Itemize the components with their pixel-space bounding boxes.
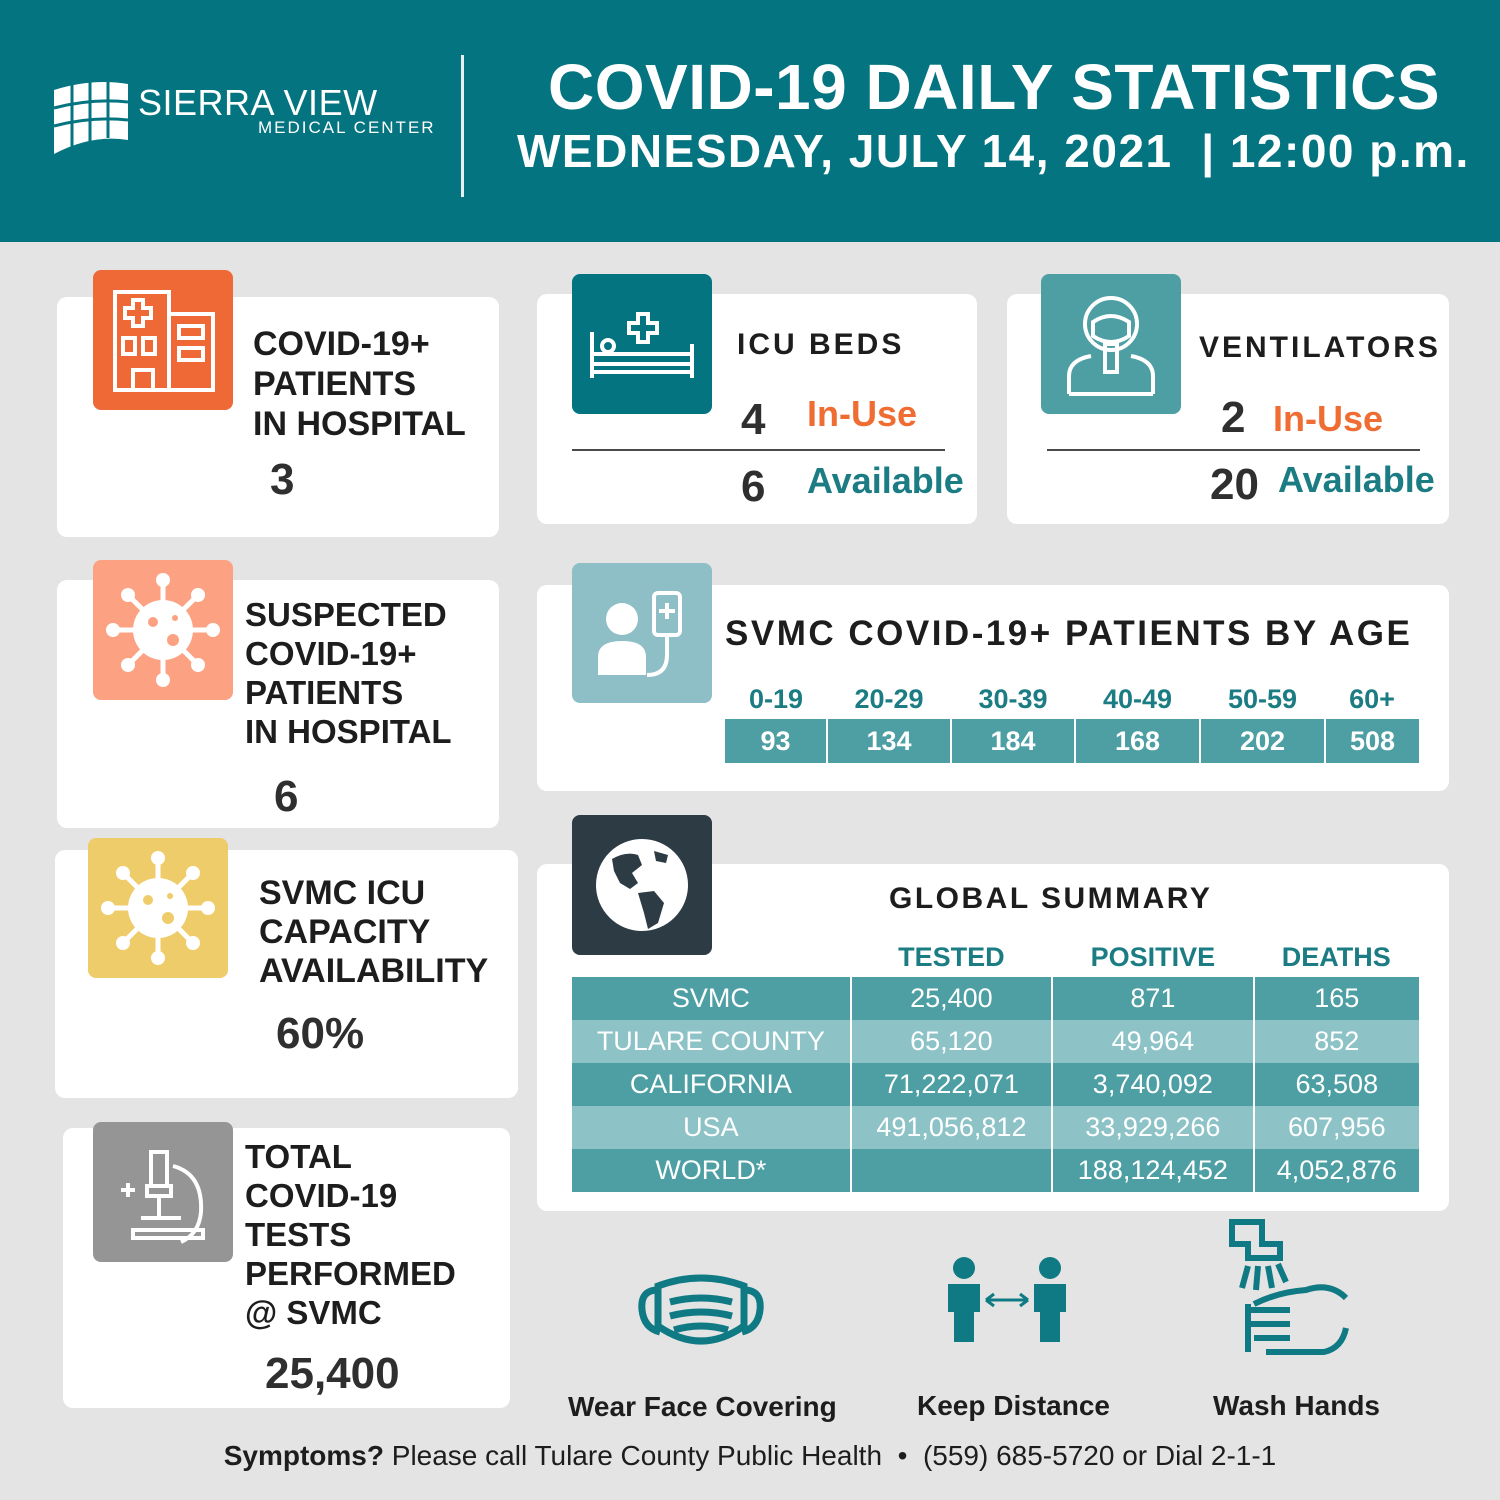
icu-beds-available-label: Available	[807, 460, 964, 501]
icu-capacity-label-3: AVAILABILITY	[259, 952, 489, 990]
age-value-row	[725, 719, 1419, 763]
hospital-patients-value: 3	[270, 455, 295, 504]
table-row	[572, 1149, 1419, 1192]
age-value: 134	[827, 719, 951, 763]
age-header: 40-49	[1102, 683, 1173, 714]
region-name: WORLD*	[572, 1149, 851, 1192]
tested-value	[851, 1149, 1052, 1192]
patients-by-age-table	[725, 679, 1419, 763]
age-value: 202	[1200, 719, 1325, 763]
footer-text: Please call Tulare County Public Health • (559) 685-5720 or Dial 2-1-1	[383, 1440, 1277, 1471]
deaths-value: 607,956	[1254, 1106, 1419, 1149]
face-mask-icon	[636, 1268, 766, 1358]
logo-subtitle: MEDICAL CENTER	[258, 118, 436, 137]
suspected-label-2: COVID-19+	[245, 635, 417, 672]
age-value: 168	[1075, 719, 1200, 763]
total-tests-label-3: TESTS	[245, 1216, 352, 1253]
keep-distance-label: Keep Distance	[917, 1390, 1110, 1421]
age-header-row	[725, 679, 1419, 719]
header-divider	[461, 55, 464, 197]
patient-iv-icon	[572, 563, 712, 703]
hospital-patients-label-1: COVID-19+	[253, 325, 430, 363]
age-header: 60+	[1349, 683, 1395, 714]
region-name: USA	[572, 1106, 851, 1149]
hospital-patients-label-3: IN HOSPITAL	[253, 405, 466, 443]
region-name: SVMC	[572, 977, 851, 1020]
virus-icon	[93, 560, 233, 700]
header-banner	[0, 0, 1500, 242]
global-header-row	[572, 937, 1419, 977]
positive-value: 871	[1052, 977, 1253, 1020]
positive-value: 49,964	[1052, 1020, 1253, 1063]
table-row	[572, 977, 1419, 1020]
age-header: 20-29	[854, 683, 924, 714]
ventilators-in-use-value: 2	[1221, 393, 1246, 442]
icu-beds-available-value: 6	[741, 462, 766, 511]
icu-capacity-value: 60%	[276, 1009, 365, 1058]
total-tests-label-1: TOTAL	[245, 1138, 352, 1175]
tested-value: 71,222,071	[851, 1063, 1052, 1106]
age-header: 0-19	[748, 683, 804, 714]
age-value: 184	[951, 719, 1075, 763]
total-tests-label-4: PERFORMED	[245, 1255, 456, 1292]
table-row	[572, 1063, 1419, 1106]
ventilators-available-value: 20	[1210, 460, 1259, 509]
virus-icon	[88, 838, 228, 978]
footer-symptoms	[0, 1440, 1500, 1472]
total-tests-label-5: @ SVMC	[245, 1294, 382, 1331]
hospital-bed-icon	[572, 274, 712, 414]
suspected-value: 6	[274, 772, 299, 821]
positive-header: POSITIVE	[1090, 941, 1216, 972]
deaths-value: 63,508	[1254, 1063, 1419, 1106]
suspected-label-1: SUSPECTED	[245, 596, 447, 633]
hospital-patients-label-2: PATIENTS	[253, 365, 417, 403]
ventilators-in-use-label: In-Use	[1273, 398, 1384, 439]
global-summary-title: GLOBAL SUMMARY	[889, 882, 1213, 915]
report-date: WEDNESDAY, JULY 14, 2021 | 12:00 p.m.	[517, 125, 1470, 177]
icu-beds-in-use-label: In-Use	[807, 393, 918, 434]
icu-beds-in-use-value: 4	[741, 395, 766, 444]
tested-value: 65,120	[851, 1020, 1052, 1063]
total-tests-value: 25,400	[265, 1349, 400, 1398]
distance-icon	[944, 1256, 1070, 1346]
deaths-header: DEATHS	[1281, 941, 1391, 972]
total-tests-label-2: COVID-19	[245, 1177, 398, 1214]
sierra-view-logo-icon	[52, 78, 132, 156]
footer-bold: Symptoms?	[223, 1440, 384, 1471]
table-row	[572, 1106, 1419, 1149]
global-summary-table	[572, 937, 1419, 1192]
deaths-value: 4,052,876	[1254, 1149, 1419, 1192]
icu-capacity-label-1: SVMC ICU	[259, 874, 426, 912]
age-header: 50-59	[1227, 683, 1298, 714]
ventilators-title: VENTILATORS	[1199, 331, 1441, 364]
hospital-icon	[93, 270, 233, 410]
tested-value: 491,056,812	[851, 1106, 1052, 1149]
region-name: TULARE COUNTY	[572, 1020, 851, 1063]
age-value: 93	[725, 719, 827, 763]
age-header: 30-39	[978, 683, 1048, 714]
microscope-icon	[93, 1122, 233, 1262]
icu-beds-divider	[572, 449, 945, 451]
ventilators-available-label: Available	[1278, 459, 1435, 500]
age-value: 508	[1325, 719, 1419, 763]
positive-value: 188,124,452	[1052, 1149, 1253, 1192]
deaths-value: 165	[1254, 977, 1419, 1020]
icu-beds-title: ICU BEDS	[737, 328, 905, 361]
deaths-value: 852	[1254, 1020, 1419, 1063]
tested-value: 25,400	[851, 977, 1052, 1020]
suspected-label-3: PATIENTS	[245, 674, 404, 711]
ventilator-patient-icon	[1041, 274, 1181, 414]
page-title: COVID-19 DAILY STATISTICS	[548, 51, 1441, 123]
icu-capacity-label-2: CAPACITY	[259, 913, 431, 951]
positive-value: 33,929,266	[1052, 1106, 1253, 1149]
table-row	[572, 1020, 1419, 1063]
patients-by-age-title: SVMC COVID-19+ PATIENTS BY AGE	[725, 614, 1413, 653]
region-name: CALIFORNIA	[572, 1063, 851, 1106]
globe-icon	[572, 815, 712, 955]
logo-name: SIERRA VIEW	[138, 82, 378, 123]
wash-hands-icon	[1226, 1218, 1354, 1364]
wash-hands-label: Wash Hands	[1213, 1390, 1380, 1421]
positive-value: 3,740,092	[1052, 1063, 1253, 1106]
suspected-label-4: IN HOSPITAL	[245, 713, 452, 750]
wear-face-covering-label: Wear Face Covering	[568, 1391, 837, 1422]
tested-header: TESTED	[898, 941, 1005, 972]
ventilators-divider	[1047, 449, 1420, 451]
